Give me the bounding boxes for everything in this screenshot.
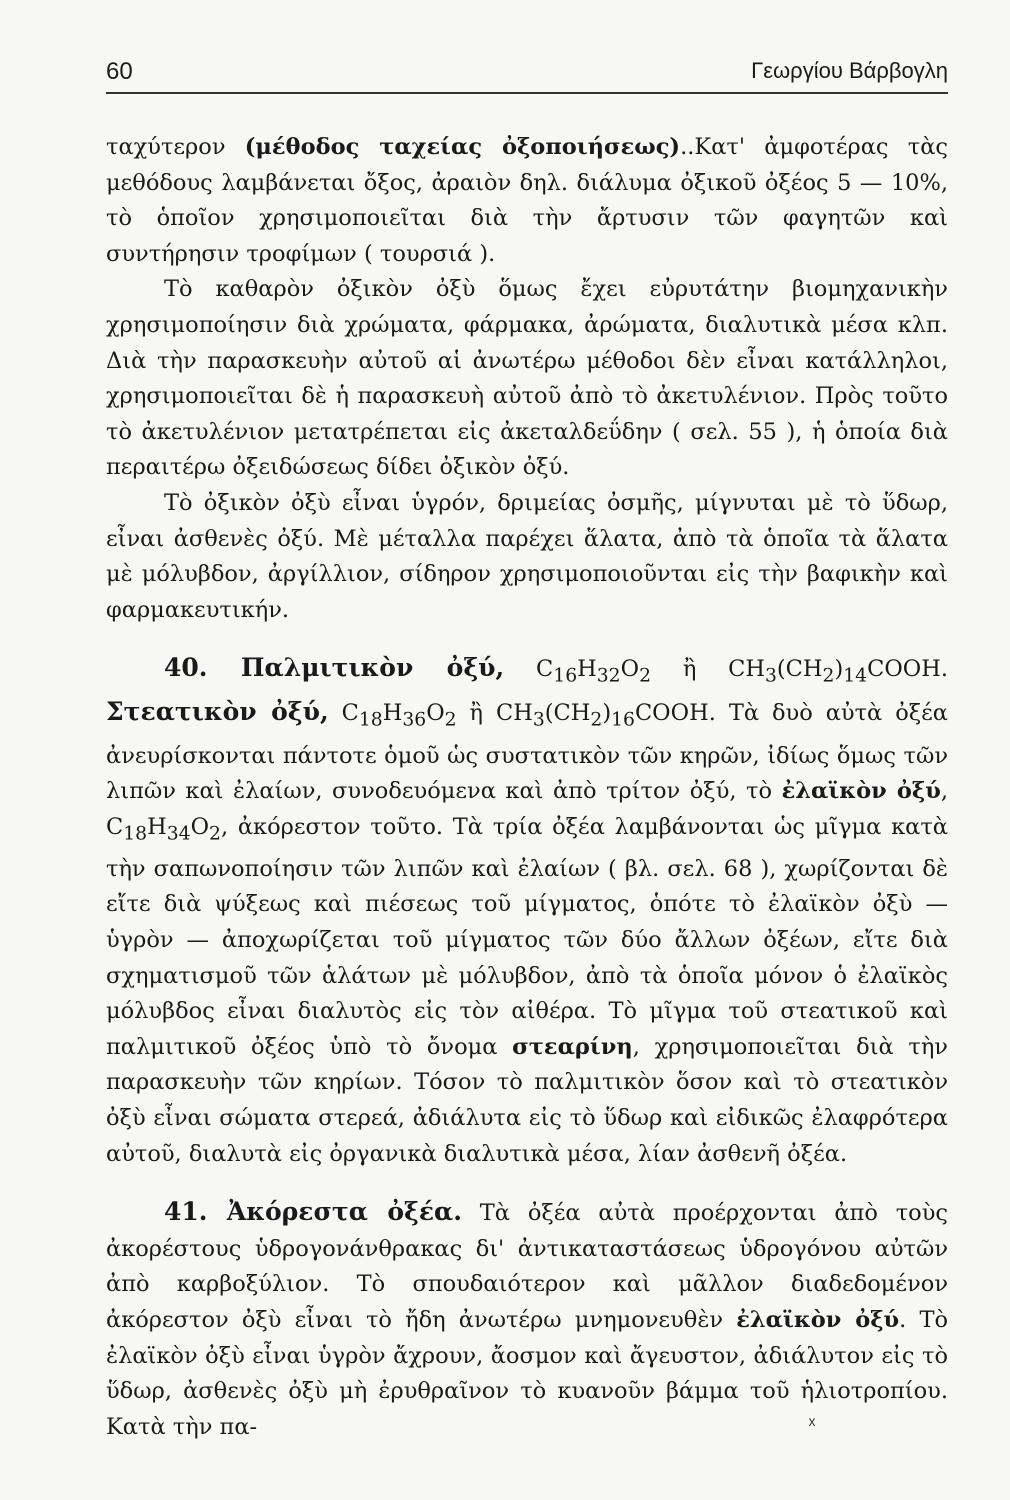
running-head: Γεωργίου Βάρβογλη bbox=[751, 58, 948, 83]
bold-term: ἐλαϊκὸν ὀξύ bbox=[736, 1306, 900, 1333]
page-number: 60 bbox=[106, 58, 133, 85]
paragraph-3: Τὸ ὀξικὸν ὀξὺ εἶναι ὑγρόν, δριμείας ὀσμῆς, μίγνυται μὲ τὸ ὕδωρ, εἶναι ἀσθενὲς ὀξύ. Μὲ μέταλλα παρέχει ἅλατα, ἀπὸ τὰ ὁποῖα τὰ ἅλατα μὲ μόλυβδον, ἀργίλλιον, σίδηρον χρησιμοποιοῦνται εἰς τὴν βαφικὴν καὶ φαρμακευτικήν. bbox=[106, 489, 948, 623]
bold-term: (μέθοδος ταχείας ὀξοποιήσεως) bbox=[244, 134, 681, 160]
text-run: Τὰ δυὸ αὐτὰ ὀξέα ἀνευρίσκονται πάντοτε ὁμοῦ ὡς συστατικὸν τῶν κηρῶν, ἰδίως ὅμως τῶν λιπῶν καὶ ἐλαίων, συνοδευόμενα καὶ ἀπὸ τρίτον ὀξύ, τὸ bbox=[106, 700, 948, 805]
bold-term: στεαρίνη bbox=[512, 1033, 633, 1060]
text-run: , χρησιμοποιεῖται διὰ τὴν παρασκευὴν τῶν κηρίων. Τόσον τὸ παλμιτικὸν ὅσον καὶ τὸ στεατικὸν ὀξὺ εἶναι σώματα στερεά, ἀδιάλυτα εἰς τὸ ὕδωρ καὶ εἰδικῶς ἐλαφρότερα αὐτοῦ, διαλυτὰ εἰς ὀργανικὰ διαλυτικὰ μέσα, λίαν ἀσθενῆ ὀξέα. bbox=[106, 1033, 948, 1167]
section-41-title: 41. Ἀκόρεστα ὀξέα. bbox=[164, 1197, 462, 1227]
section-40-title-b: Στεατικὸν ὀξύ, bbox=[106, 697, 329, 727]
text-run: ..Κατ' ἀμφοτέρας τὰς μεθόδους λαμβάνεται ὄξος, ἀραιὸν δηλ. διάλυμα ὀξικοῦ ὀξέος 5 — 10%, τὸ ὁποῖον χρησιμοποιεῖται διὰ τὴν ἄρτυσιν τῶν φαγητῶν καὶ συντήρησιν τροφίμων ( τουρσιά ). bbox=[106, 134, 948, 267]
formula: $C_{18}H_{36}O_2$ ἢ $CH_3(CH_2)_{16}COOH$. bbox=[328, 700, 716, 731]
text-run: Τὰ ὀξέα αὐτὰ προέρχονται ἀπὸ τοὺς ἀκορέστους ὑδρογονάνθρακας δι' ἀντικαταστάσεως ὑδρογόνου αὐτῶν ἀπὸ καρβοξύλιον. Τὸ σπουδαιότερον καὶ μᾶλλον διαδεδομένον ἀκόρεστον ὀξὺ εἶναι τὸ ἤδη ἀνωτέρω μνημονευθὲν bbox=[106, 1200, 948, 1333]
section-41 bbox=[106, 1194, 948, 1445]
page-header bbox=[106, 48, 948, 94]
bold-term: ἐλαϊκὸν ὀξύ bbox=[781, 778, 941, 805]
section-40-title-a: 40. Παλμιτικὸν ὀξύ, bbox=[164, 653, 505, 683]
paragraph-1 bbox=[106, 130, 948, 272]
text-run: . Τὸ ἐλαϊκὸν ὀξὺ εἶναι ὑγρὸν ἄχρουν, ἄοσμον καὶ ἄγευστον, ἀδιάλυτον εἰς τὸ ὕδωρ, ἀσθενὲς ὀξὺ μὴ ἐρυθραῖνον τὸ κυανοῦν βάμμα τοῦ ἡλιοτροπίου. Κατὰ τὴν πα- bbox=[106, 1306, 948, 1440]
section-40: 40. Παλμιτικὸν ὀξύ, $C_{16}H_{32}O_2$ ἢ $CH_3(CH_2)_{14}COOH$. Στεατικὸν ὀξύ, $C_{18}H_{36}O_2$ ἢ $CH_3(CH_2)_{16}COOH$. Τὰ δυὸ αὐτὰ ὀξέα ἀνευρίσκονται πάντοτε ὁμοῦ ὡς συστατικὸν τῶν κηρῶν, ἰδίως ὅμως τῶν λιπῶν καὶ ἐλαίων, συνοδευόμενα καὶ ἀπὸ τρίτον ὀξύ, τὸ ἐλαϊκὸν ὀξύ, $C_{18}H_{34}O_2$, ἀκόρεστον τοῦτο. Τὰ τρία ὀξέα λαμβάνονται ὡς μῖγμα κατὰ τὴν σαπωνοποίησιν τῶν λιπῶν καὶ ἐλαίων ( βλ. σελ. 68 ), χωρίζονται δὲ εἴτε διὰ ψύξεως καὶ πιέσεως τοῦ μίγματος, ὁπότε τὸ ἐλαϊκὸν ὀξὺ — ὑγρὸν — ἀποχωρίζεται τοῦ μίγματος τῶν δύο ἄλλων ὀξέων, εἴτε διὰ σχηματισμοῦ τῶν ἁλάτων μὲ μόλυβδον, ἀπὸ τὰ ὁποῖα μόνον ὁ ἐλαϊκὸς μόλυβδος εἶναι διαλυτὸς εἰς τὸν αἰθέρα. Τὸ μῖγμα τοῦ στεατικοῦ καὶ παλμιτικοῦ ὀξέος ὑπὸ τὸ ὄνομα στεαρίνη, χρησιμοποιεῖται διὰ τὴν παρασκευὴν τῶν κηρίων. Τόσον τὸ παλμιτικὸν ὅσον καὶ τὸ στεατικὸν ὀξὺ εἶναι σώματα στερεά, ἀδιάλυτα εἰς τὸ ὕδωρ καὶ εἰδικῶς ἐλαφρότερα αὐτοῦ, διαλυτὰ εἰς ὀργανικὰ διαλυτικὰ μέσα, λίαν ἀσθενῆ ὀξέα. bbox=[106, 653, 949, 1167]
formula: $C_{16}H_{32}O_2$ ἢ $CH_3(CH_2)_{14}COOH$. bbox=[504, 656, 948, 687]
text-run: ταχύτερον bbox=[106, 134, 245, 160]
paragraph-2: Τὸ καθαρὸν ὀξικὸν ὀξὺ ὅμως ἔχει εὐρυτάτην βιομηχανικὴν χρησιμοποίησιν διὰ χρώματα, φάρμακα, ἀρώματα, διαλυτικὰ μέσα κλπ. Διὰ τὴν παρασκευὴν αὐτοῦ αἱ ἀνωτέρω μέθοδοι δὲν εἶναι κατάλληλοι, χρησιμοποιεῖται δὲ ἡ παρασκευὴ αὐτοῦ ἀπὸ τὸ ἀκετυλένιον. Πρὸς τοῦτο τὸ ἀκετυλένιον μετατρέπεται εἰς ἀκεταλδεΰδην ( σελ. 55 ), ἡ ὁποία διὰ περαιτέρω ὀξειδώσεως δίδει ὀξικὸν ὀξύ. bbox=[106, 276, 948, 481]
body-text bbox=[106, 130, 948, 1445]
text-run: , ἀκόρεστον τοῦτο. Τὰ τρία ὀξέα λαμβάνονται ὡς μῖγμα κατὰ τὴν σαπωνοποίησιν τῶν λιπῶν καὶ ἐλαίων ( βλ. σελ. 68 ), χωρίζονται δὲ εἴτε διὰ ψύξεως καὶ πιέσεως τοῦ μίγματος, ὁπότε τὸ ἐλαϊκὸν ὀξὺ — ὑγρὸν — ἀποχωρίζεται τοῦ μίγματος τῶν δύο ἄλλων ὀξέων, εἴτε διὰ σχηματισμοῦ τῶν ἁλάτων μὲ μόλυβδον, ἀπὸ τὰ ὁποῖα μόνον ὁ ἐλαϊκὸς μόλυβδος εἶναι διαλυτὸς εἰς τὸν αἰθέρα. Τὸ μῖγμα τοῦ στεατικοῦ καὶ παλμιτικοῦ ὀξέος ὑπὸ τὸ ὄνομα bbox=[106, 813, 948, 1060]
